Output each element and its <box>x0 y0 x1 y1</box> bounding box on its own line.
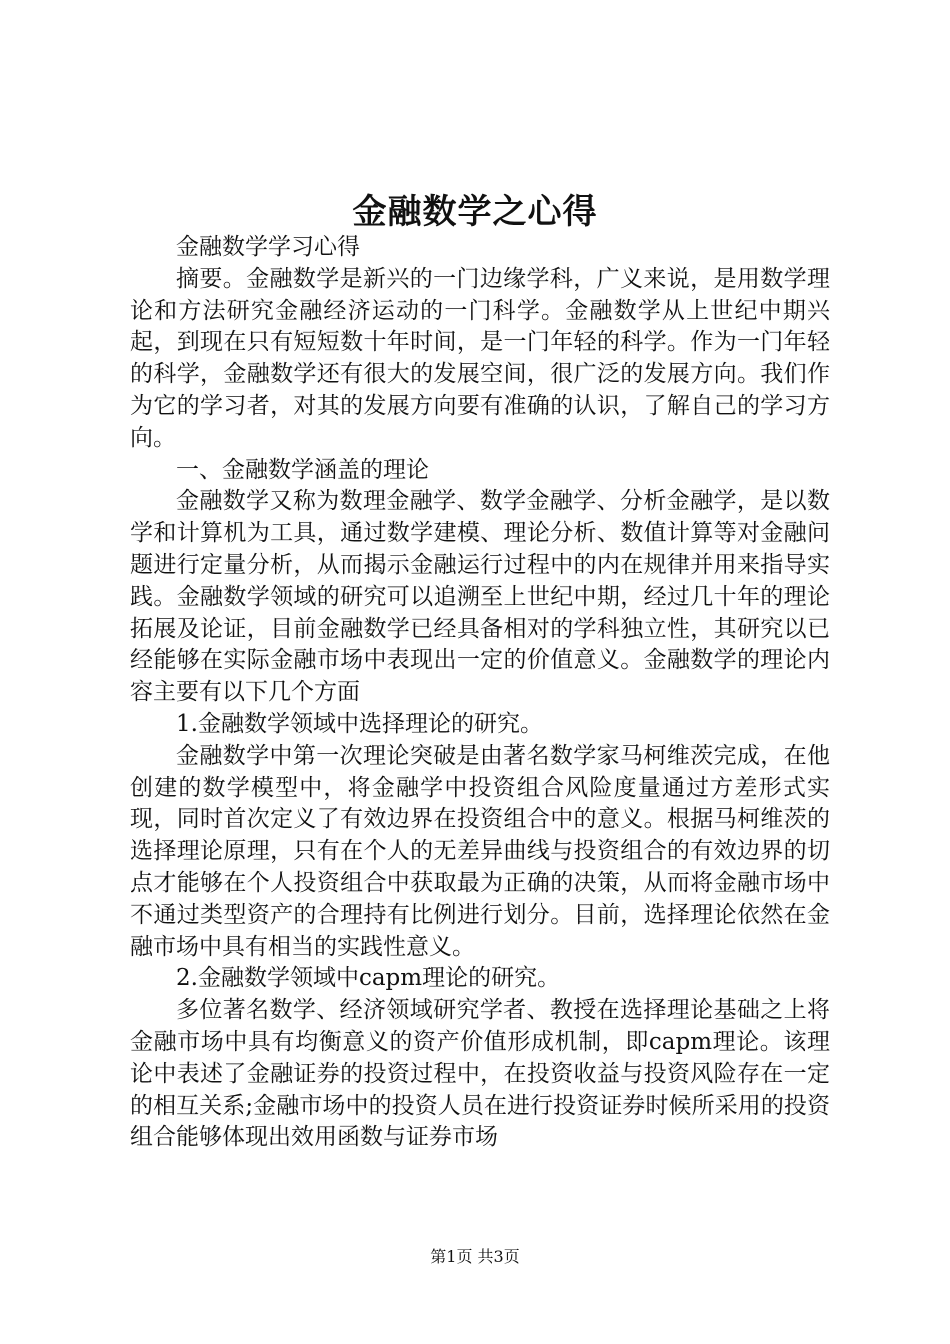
paragraph: 多位著名数学、经济领域研究学者、教授在选择理论基础之上将金融市场中具有均衡意义的资产价值形成机制，即capm理论。该理论中表述了金融证券的投资过程中，在投资收益与投资风险存在一定的相互关系;金融市场中的投资人员在进行投资证券时候所采用的投资组合能够体现出效用函数与证券市场 <box>130 997 830 1151</box>
section-heading-1: 一、金融数学涵盖的理论 <box>176 456 429 483</box>
paragraph-subtitle: 金融数学学习心得 <box>176 234 360 260</box>
subsection-heading-1: 1.金融数学领域中选择理论的研究。 <box>176 710 543 737</box>
subsection-heading-2: 2.金融数学领域中capm理论的研究。 <box>176 965 561 992</box>
paragraph-abstract: 摘要。金融数学是新兴的一门边缘学科，广义来说，是用数学理论和方法研究金融经济运动的一门科学。金融数学从上世纪中期兴起，到现在只有短短数十年时间，是一门年轻的科学。作为一门年轻的科学，金融数学还有很大的发展空间，很广泛的发展方向。我们作为它的学习者，对其的发展方向要有准确的认识，了解自己的学习方向。 <box>130 265 830 451</box>
paragraph: 金融数学又称为数理金融学、数学金融学、分析金融学，是以数学和计算机为工具，通过数学建模、理论分析、数值计算等对金融问题进行定量分析，从而揭示金融运行过程中的内在规律并用来指导实践。金融数学领域的研究可以追溯至上世纪中期，经过几十年的理论拓展及论证，目前金融数学已经具备相对的学科独立性，其研究以已经能够在实际金融市场中表现出一定的价值意义。金融数学的理论内容主要有以下几个方面 <box>130 488 830 706</box>
paragraph: 金融数学中第一次理论突破是由著名数学家马柯维茨完成，在他创建的数学模型中，将金融学中投资组合风险度量通过方差形式实现，同时首次定义了有效边界在投资组合中的意义。根据马柯维茨的选择理论原理，只有在个人的无差异曲线与投资组合的有效边界的切点才能够在个人投资组合中获取最为正确的决策，从而将金融市场中不通过类型资产的合理持有比例进行划分。目前，选择理论依然在金融市场中具有相当的实践性意义。 <box>130 742 830 960</box>
document-body <box>130 232 830 1154</box>
page-footer: 第1页 共3页 <box>430 1247 520 1266</box>
document-title: 金融数学之心得 <box>352 192 598 232</box>
